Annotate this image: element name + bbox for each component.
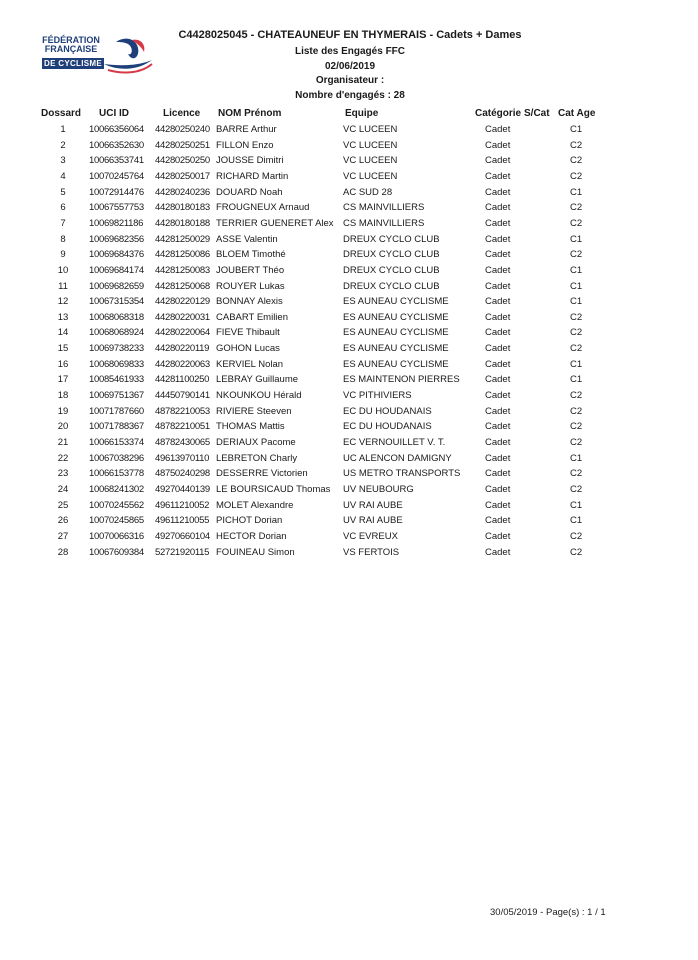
category-cell: Cadet xyxy=(485,468,511,480)
age-category-cell: C1 xyxy=(570,186,583,198)
category-cell: Cadet xyxy=(485,296,511,308)
licence-cell: 44280250250 xyxy=(155,155,210,167)
category-cell: Cadet xyxy=(485,139,511,151)
dossard-cell: 4 xyxy=(60,170,66,182)
team-cell: ES AUNEAU CYCLISME xyxy=(343,327,449,339)
uci-cell: 10068068318 xyxy=(89,311,144,323)
uci-cell: 10070245562 xyxy=(89,499,144,511)
team-cell: DREUX CYCLO CLUB xyxy=(343,249,440,261)
age-category-cell: C2 xyxy=(570,217,583,229)
dossard-cell: 15 xyxy=(57,343,69,355)
team-cell: UC ALENCON DAMIGNY xyxy=(343,452,452,464)
uci-cell: 10071788367 xyxy=(89,421,144,433)
team-cell: US METRO TRANSPORTS xyxy=(343,468,461,480)
team-cell: ES AUNEAU CYCLISME xyxy=(343,358,449,370)
table-row xyxy=(0,202,698,218)
team-cell: EC VERNOUILLET V. T. xyxy=(343,437,446,448)
category-cell: Cadet xyxy=(485,280,511,292)
category-cell: Cadet xyxy=(485,390,511,402)
uci-cell: 10071787660 xyxy=(89,405,144,417)
age-category-cell: C1 xyxy=(570,296,583,308)
age-category-cell: C2 xyxy=(570,483,583,495)
name-cell: NKOUNKOU Hérald xyxy=(216,390,302,402)
table-row xyxy=(0,281,698,297)
table-row xyxy=(0,468,698,484)
name-cell: BLOEM Timothé xyxy=(216,249,286,261)
category-cell: Cadet xyxy=(485,170,511,182)
uci-cell: 10070245764 xyxy=(89,170,144,182)
licence-cell: 48782210053 xyxy=(155,405,210,417)
uci-cell: 10066153374 xyxy=(89,437,144,448)
dossard-cell: 28 xyxy=(57,546,69,558)
col-licence: Licence xyxy=(163,108,201,119)
licence-cell: 49613970110 xyxy=(155,452,210,464)
table-row xyxy=(0,140,698,156)
uci-cell: 10069682356 xyxy=(89,233,144,245)
uci-cell: 10068241302 xyxy=(89,483,144,495)
licence-cell: 44280220064 xyxy=(155,327,210,339)
name-cell: MOLET Alexandre xyxy=(216,499,294,511)
uci-cell: 10069738233 xyxy=(89,343,144,355)
dossard-cell: 10 xyxy=(57,264,69,276)
licence-cell: 44281250086 xyxy=(155,249,210,261)
table-row xyxy=(0,390,698,406)
logo-text xyxy=(42,36,100,54)
age-category-cell: C2 xyxy=(570,530,583,542)
licence-cell: 44281250068 xyxy=(155,280,210,292)
logo-line2: FRANÇAISE xyxy=(44,44,98,54)
table-row xyxy=(0,234,698,250)
name-cell: FROUGNEUX Arnaud xyxy=(216,202,310,214)
col-age-category: Cat Age xyxy=(558,108,596,119)
name-cell: FILLON Enzo xyxy=(216,139,274,151)
age-category-cell: C2 xyxy=(570,155,583,167)
category-cell: Cadet xyxy=(485,452,511,464)
name-cell: GOHON Lucas xyxy=(216,343,280,355)
name-cell: RIVIERE Steeven xyxy=(216,405,292,417)
dossard-cell: 9 xyxy=(60,249,66,261)
table-row xyxy=(0,421,698,437)
category-cell: Cadet xyxy=(485,202,511,214)
category-cell: Cadet xyxy=(485,374,511,386)
name-cell: LEBRAY Guillaume xyxy=(216,374,299,386)
team-cell: VC LUCEEN xyxy=(343,170,398,182)
category-cell: Cadet xyxy=(485,358,511,370)
uci-cell: 10085461933 xyxy=(89,374,144,386)
uci-cell: 10069821186 xyxy=(89,217,144,229)
category-cell: Cadet xyxy=(485,264,511,276)
team-cell: VC EVREUX xyxy=(343,530,398,542)
dossard-cell: 13 xyxy=(57,311,69,323)
team-cell: CS MAINVILLIERS xyxy=(343,202,425,214)
name-cell: KERVIEL Nolan xyxy=(216,358,284,370)
table-row xyxy=(0,437,698,453)
uci-cell: 10067038296 xyxy=(89,452,144,464)
name-cell: FOUINEAU Simon xyxy=(216,546,295,558)
dossard-cell: 2 xyxy=(60,139,66,151)
dossard-cell: 3 xyxy=(60,155,66,167)
name-cell: DESSERRE Victorien xyxy=(216,468,308,480)
age-category-cell: C2 xyxy=(570,343,583,355)
team-cell: DREUX CYCLO CLUB xyxy=(343,280,440,292)
category-cell: Cadet xyxy=(485,186,511,198)
dossard-cell: 27 xyxy=(57,530,69,542)
table-row xyxy=(0,500,698,516)
team-cell: VC PITHIVIERS xyxy=(343,390,412,402)
uci-cell: 10067557753 xyxy=(89,202,144,214)
age-category-cell: C2 xyxy=(570,468,583,480)
table-row xyxy=(0,343,698,359)
uci-cell: 10068068924 xyxy=(89,327,144,339)
uci-cell: 10068069833 xyxy=(89,358,144,370)
team-cell: VC LUCEEN xyxy=(343,139,398,151)
table-row xyxy=(0,265,698,281)
table-row xyxy=(0,484,698,500)
table-row xyxy=(0,124,698,140)
uci-cell: 10066353741 xyxy=(89,155,144,167)
category-cell: Cadet xyxy=(485,483,511,495)
team-cell: ES AUNEAU CYCLISME xyxy=(343,296,449,308)
team-cell: ES AUNEAU CYCLISME xyxy=(343,343,449,355)
age-category-cell: C2 xyxy=(570,202,583,214)
team-cell: ES MAINTENON PIERRES xyxy=(343,374,460,386)
table-row xyxy=(0,359,698,375)
age-category-cell: C1 xyxy=(570,233,583,245)
category-cell: Cadet xyxy=(485,233,511,245)
uci-cell: 10069684174 xyxy=(89,264,144,276)
dossard-cell: 22 xyxy=(57,452,69,464)
team-cell: EC DU HOUDANAIS xyxy=(343,405,432,417)
licence-cell: 44280250017 xyxy=(155,170,210,182)
category-cell: Cadet xyxy=(485,499,511,511)
name-cell: CABART Emilien xyxy=(216,311,288,323)
licence-cell: 44281250083 xyxy=(155,264,210,276)
category-cell: Cadet xyxy=(485,327,511,339)
team-cell: UV RAI AUBE xyxy=(343,499,403,511)
table-row xyxy=(0,171,698,187)
dossard-cell: 14 xyxy=(57,327,69,339)
category-cell: Cadet xyxy=(485,217,511,229)
name-cell: LEBRETON Charly xyxy=(216,452,298,464)
name-cell: BONNAY Alexis xyxy=(216,296,283,308)
page-footer: 30/05/2019 - Page(s) : 1 / 1 xyxy=(490,907,606,918)
uci-cell: 10066153778 xyxy=(89,468,144,480)
team-cell: ES AUNEAU CYCLISME xyxy=(343,311,449,323)
age-category-cell: C2 xyxy=(570,249,583,261)
age-category-cell: C1 xyxy=(570,452,583,464)
uci-cell: 10069751367 xyxy=(89,390,144,402)
entries-count: Nombre d'engagés : 28 xyxy=(295,90,405,101)
team-cell: EC DU HOUDANAIS xyxy=(343,421,432,433)
col-dossard: Dossard xyxy=(41,108,82,119)
table-row xyxy=(0,187,698,203)
category-cell: Cadet xyxy=(485,515,511,527)
name-cell: DOUARD Noah xyxy=(216,186,283,198)
licence-cell: 44281250029 xyxy=(155,233,210,245)
dossard-cell: 20 xyxy=(57,421,69,433)
col-name: NOM Prénom xyxy=(218,108,282,119)
list-title: Liste des Engagés FFC xyxy=(294,46,406,57)
name-cell: BARRE Arthur xyxy=(216,124,277,135)
dossard-cell: 24 xyxy=(57,483,69,495)
team-cell: AC SUD 28 xyxy=(343,186,393,198)
age-category-cell: C2 xyxy=(570,390,583,402)
team-cell: DREUX CYCLO CLUB xyxy=(343,233,440,245)
age-category-cell: C2 xyxy=(570,437,583,448)
licence-cell: 48782430065 xyxy=(155,437,210,448)
name-cell: THOMAS Mattis xyxy=(216,421,285,433)
licence-cell: 44281100250 xyxy=(155,374,210,386)
licence-cell: 49611210052 xyxy=(155,499,210,511)
dossard-cell: 5 xyxy=(60,186,66,198)
table-row xyxy=(0,218,698,234)
table-row xyxy=(0,406,698,422)
category-cell: Cadet xyxy=(485,343,511,355)
table-row xyxy=(0,515,698,531)
event-date: 02/06/2019 xyxy=(324,61,376,72)
licence-cell: 49611210055 xyxy=(155,515,210,527)
name-cell: FIEVE Thibault xyxy=(216,327,280,339)
table-row xyxy=(0,374,698,390)
col-category: Catégorie xyxy=(475,108,522,119)
category-cell: Cadet xyxy=(485,155,511,167)
table-row xyxy=(0,327,698,343)
age-category-cell: C2 xyxy=(570,170,583,182)
dossard-cell: 1 xyxy=(60,124,66,135)
team-cell: VC LUCEEN xyxy=(343,155,398,167)
dossard-cell: 19 xyxy=(57,405,69,417)
name-cell: TERRIER GUENERET Alex xyxy=(216,217,334,229)
uci-cell: 10067609384 xyxy=(89,546,144,558)
dossard-cell: 12 xyxy=(57,296,69,308)
table-row xyxy=(0,312,698,328)
licence-cell: 49270660104 xyxy=(155,530,210,542)
uci-cell: 10069682659 xyxy=(89,280,144,292)
dossard-cell: 18 xyxy=(57,390,69,402)
licence-cell: 44280250240 xyxy=(155,124,210,135)
category-cell: Cadet xyxy=(485,437,511,448)
category-cell: Cadet xyxy=(485,405,511,417)
licence-cell: 44280240236 xyxy=(155,186,210,198)
licence-cell: 44280220119 xyxy=(155,343,210,355)
age-category-cell: C1 xyxy=(570,499,583,511)
name-cell: LE BOURSICAUD Thomas xyxy=(216,483,331,495)
team-cell: UV NEUBOURG xyxy=(343,483,414,495)
licence-cell: 44280180183 xyxy=(155,202,210,214)
category-cell: Cadet xyxy=(485,311,511,323)
team-cell: VS FERTOIS xyxy=(343,546,400,558)
dossard-cell: 21 xyxy=(57,437,69,448)
dossard-cell: 26 xyxy=(57,515,69,527)
col-uci: UCI ID xyxy=(99,108,129,119)
dossard-cell: 25 xyxy=(57,499,69,511)
age-category-cell: C2 xyxy=(570,327,583,339)
age-category-cell: C1 xyxy=(570,515,583,527)
licence-cell: 44280220031 xyxy=(155,311,210,323)
team-cell: DREUX CYCLO CLUB xyxy=(343,264,440,276)
uci-cell: 10066352630 xyxy=(89,139,144,151)
licence-cell: 44280180188 xyxy=(155,217,210,229)
team-cell: UV RAI AUBE xyxy=(343,515,403,527)
dossard-cell: 8 xyxy=(60,233,66,245)
dossard-cell: 16 xyxy=(57,358,69,370)
licence-cell: 52721920115 xyxy=(155,546,210,558)
dossard-cell: 7 xyxy=(60,217,66,229)
licence-cell: 44280250251 xyxy=(155,139,210,151)
age-category-cell: C1 xyxy=(570,280,583,292)
table-row xyxy=(0,453,698,469)
name-cell: JOUSSE Dimitri xyxy=(216,155,284,167)
event-title: C4428025045 - CHATEAUNEUF EN THYMERAIS - Cadets + Dames xyxy=(178,29,522,41)
dossard-cell: 23 xyxy=(57,468,69,480)
category-cell: Cadet xyxy=(485,124,511,135)
category-cell: Cadet xyxy=(485,546,511,558)
licence-cell: 48750240298 xyxy=(155,468,210,480)
age-category-cell: C1 xyxy=(570,124,583,135)
table-row xyxy=(0,547,698,563)
dossard-cell: 6 xyxy=(60,202,66,214)
name-cell: ROUYER Lukas xyxy=(216,280,285,292)
table-row xyxy=(0,249,698,265)
logo-bar: DE CYCLISME xyxy=(42,58,104,69)
name-cell: PICHOT Dorian xyxy=(216,515,283,527)
age-category-cell: C1 xyxy=(570,358,583,370)
age-category-cell: C2 xyxy=(570,139,583,151)
uci-cell: 10070066316 xyxy=(89,530,144,542)
team-cell: VC LUCEEN xyxy=(343,124,398,135)
name-cell: RICHARD Martin xyxy=(216,170,289,182)
team-cell: CS MAINVILLIERS xyxy=(343,217,425,229)
category-cell: Cadet xyxy=(485,249,511,261)
col-team: Equipe xyxy=(345,108,379,119)
name-cell: HECTOR Dorian xyxy=(216,530,287,542)
age-category-cell: C2 xyxy=(570,546,583,558)
licence-cell: 44280220129 xyxy=(155,296,210,308)
licence-cell: 48782210051 xyxy=(155,421,210,433)
age-category-cell: C2 xyxy=(570,311,583,323)
age-category-cell: C2 xyxy=(570,405,583,417)
table-row xyxy=(0,155,698,171)
name-cell: ASSE Valentin xyxy=(216,233,278,245)
col-subcategory: S/Cat xyxy=(524,108,550,119)
name-cell: DERIAUX Pacome xyxy=(216,437,296,448)
licence-cell: 44280220063 xyxy=(155,358,210,370)
logo-line1: FÉDÉRATION xyxy=(42,35,100,45)
age-category-cell: C2 xyxy=(570,421,583,433)
table-row xyxy=(0,296,698,312)
category-cell: Cadet xyxy=(485,421,511,433)
uci-cell: 10069684376 xyxy=(89,249,144,261)
uci-cell: 10066356064 xyxy=(89,124,144,135)
uci-cell: 10070245865 xyxy=(89,515,144,527)
uci-cell: 10067315354 xyxy=(89,296,144,308)
dossard-cell: 17 xyxy=(57,374,69,386)
age-category-cell: C1 xyxy=(570,264,583,276)
licence-cell: 49270440139 xyxy=(155,483,210,495)
category-cell: Cadet xyxy=(485,530,511,542)
uci-cell: 10072914476 xyxy=(89,186,144,198)
dossard-cell: 11 xyxy=(58,280,68,292)
name-cell: JOUBERT Théo xyxy=(216,264,285,276)
licence-cell: 44450790141 xyxy=(155,390,210,402)
table-row xyxy=(0,531,698,547)
age-category-cell: C1 xyxy=(570,374,583,386)
organizer-label: Organisateur : xyxy=(315,75,385,86)
